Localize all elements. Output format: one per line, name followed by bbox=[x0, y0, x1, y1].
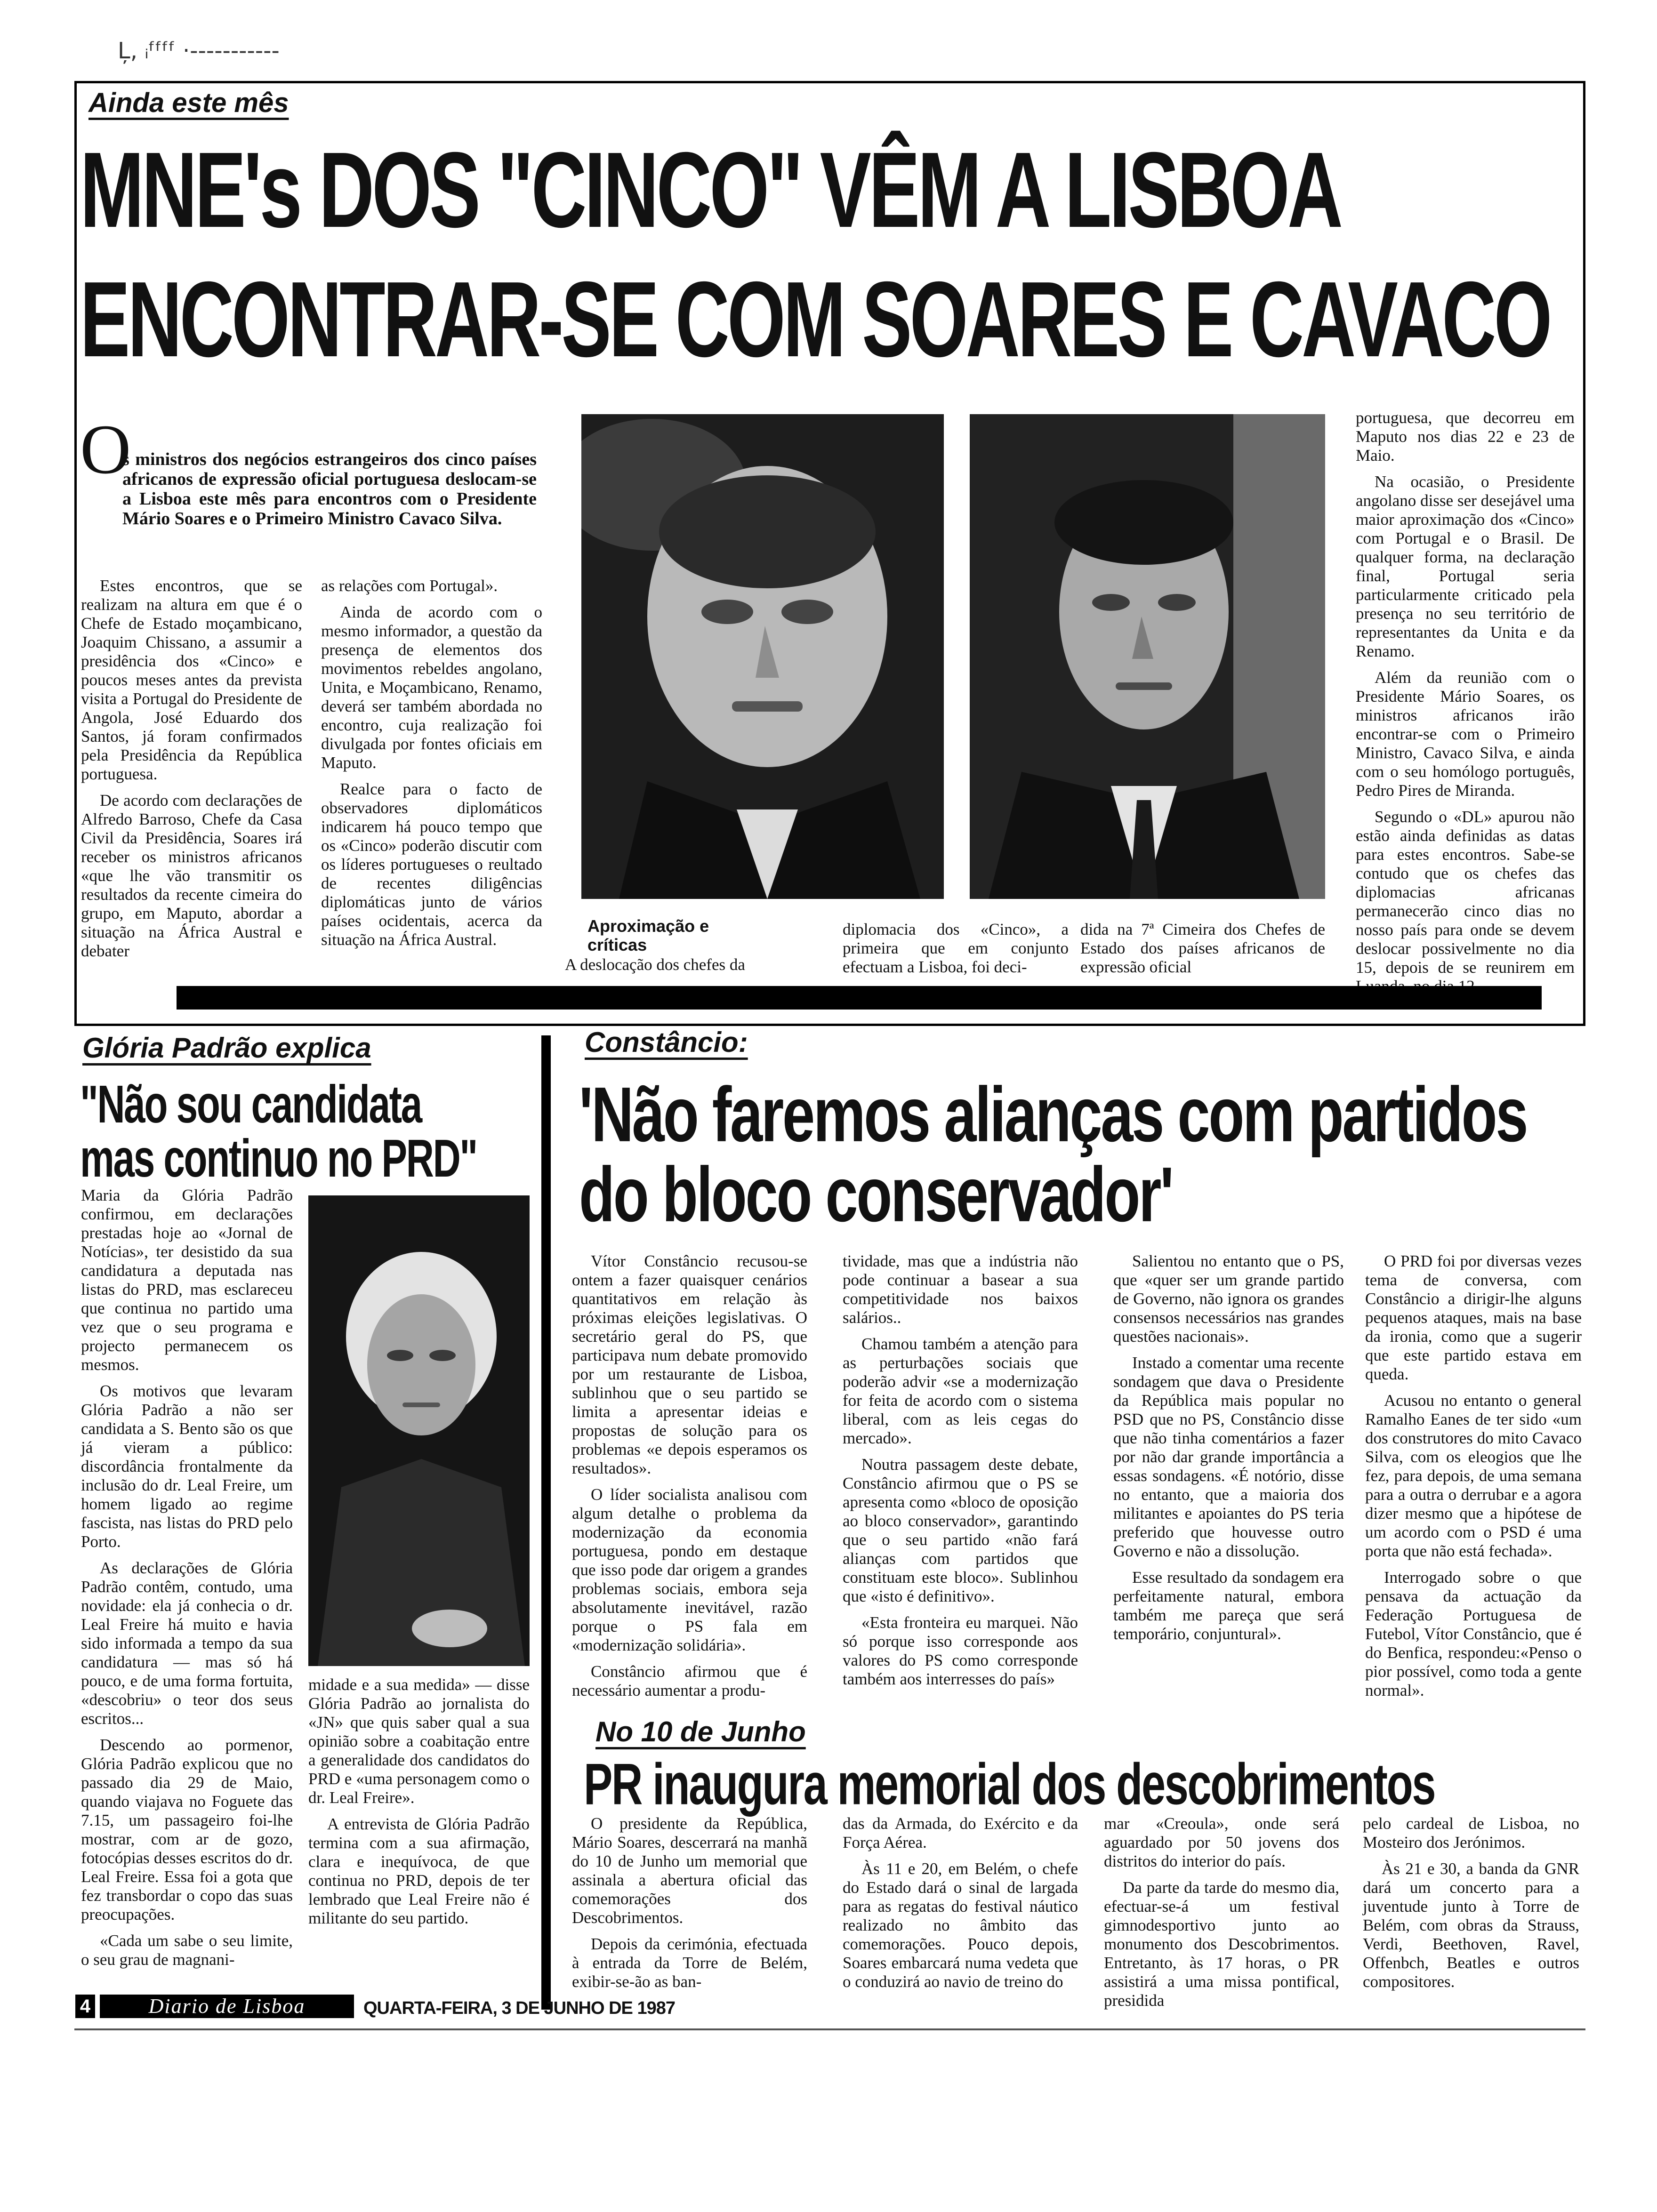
article3-headline-line2: do bloco conservador' bbox=[579, 1151, 1173, 1238]
article3-headline-line1: 'Não faremos alianças com partidos bbox=[579, 1071, 1527, 1158]
paragraph: «Esta fronteira eu marquei. Não só porque isso corresponde aos valores do PS como corresponde também aos interresses do país» bbox=[843, 1613, 1078, 1688]
paragraph: A deslocação dos chefes da bbox=[565, 955, 745, 974]
article1-caption-col-3 bbox=[1080, 920, 1325, 984]
paragraph: De acordo com declarações de Alfredo Barroso, Chefe da Casa Civil da Presidência, Soares irá receber os ministros africanos «que lhe vão transmitir os resultados da recente cimeira do grupo, em Maputo, abordar a situação na África Austral e debater bbox=[81, 791, 302, 960]
article2-headline-line2: mas continuo no PRD" bbox=[80, 1129, 477, 1188]
paragraph: pelo cardeal de Lisboa, no Mosteiro dos Jerónimos. bbox=[1363, 1814, 1579, 1851]
paragraph: Noutra passagem deste debate, Constâncio afirmou que o PS se apresenta como «bloco de oposição ao bloco conservador», garantindo que o seu partido «não fará alianças com partidos que constituam este bloco». Sublinhou que «isto é definitivo». bbox=[843, 1455, 1078, 1605]
photo-cavaco-silva bbox=[970, 414, 1325, 899]
portrait-illustration bbox=[970, 414, 1325, 899]
paragraph: Às 11 e 20, em Belém, o chefe do Estado dará o sinal de largada para as regatas do festival náutico realizado no âmbito das comemorações. Pouco depois, Soares embarcará numa vedeta que o conduzirá ao navio de treino do bbox=[843, 1859, 1078, 1991]
footer-masthead: Diario de Lisboa bbox=[100, 1995, 354, 2018]
paragraph: Da parte da tarde do mesmo dia, efectuar-se-á um festival gimnodesportivo junto ao monumento dos Descobrimentos. Entretanto, às 17 horas, o PR assistirá a uma missa pontifical, presidida bbox=[1104, 1878, 1339, 2010]
paragraph: Depois da cerimónia, efectuada à entrada da Torre de Belém, exibir-se-ão as ban- bbox=[572, 1935, 807, 1991]
paragraph: Acusou no entanto o general Ramalho Eanes de ter sido «um dos construtores do mito Cavaco Silva, com os eleogios que lhe fez, para depois, de uma semana para a outra o derrubar e a agora dizer mesmo que a hipótese de um acordo com o PSD é uma porta que não está fechada». bbox=[1365, 1391, 1582, 1560]
paragraph: A entrevista de Glória Padrão termina com a sua afirmação, clara e inequívoca, de que continua no PRD, depois de ter lembrado que Leal Freire não é militante do seu partido. bbox=[308, 1815, 530, 1927]
article2-column-2 bbox=[308, 1675, 530, 1935]
section-divider-bar bbox=[177, 986, 1542, 1010]
paragraph: Às 21 e 30, a banda da GNR dará um concerto para a juventude junto à Torre de Belém, com obras da Strauss, Verdi, Beethoven, Ravel, Offenbch, Beatles e outros compositores. bbox=[1363, 1859, 1579, 1991]
photo-mario-soares bbox=[581, 414, 944, 899]
article4-kicker: No 10 de Junho bbox=[595, 1716, 806, 1747]
paragraph: mar «Creoula», onde será aguardado por 50 jovens dos distritos do interior do país. bbox=[1104, 1814, 1339, 1870]
article1-column-2 bbox=[321, 577, 542, 957]
paragraph: Vítor Constâncio recusou-se ontem a fazer quaisquer cenários quantitativos em relação às próximas eleições legislativas. O secretário geral do PS, que participava num debate promovido por um restaurante de Lisboa, sublinhou que o seu partido se limita a apresentar ideias e propostas de solução para os problemas «e depois esperamos os resultados». bbox=[572, 1252, 807, 1477]
column-divider bbox=[541, 1035, 551, 2010]
footer-rule bbox=[74, 2028, 1585, 2030]
paragraph: Constâncio afirmou que é necessário aumentar a produ- bbox=[572, 1662, 807, 1699]
paragraph: Descendo ao pormenor, Glória Padrão explicou que no passado dia 29 de Maio, quando viajava no Foguete das 7.15, um passageiro foi-lhe mostrar, com ar de gozo, fotocópias desses escritos do dr. Leal Freire. Essa foi a gota que fez transbordar o copo das suas preocupações. bbox=[81, 1736, 293, 1923]
paragraph: Maria da Glória Padrão confirmou, em declarações prestadas hoje ao «Jornal de Notícias», ter desistido da sua candidatura a deputada nas listas do PRD, mas esclareceu que continua no partido uma vez que o seu programa e projecto permanecem os mesmos. bbox=[81, 1186, 293, 1374]
article4-column-1 bbox=[572, 1814, 807, 1999]
paragraph: Realce para o facto de observadores diplomáticos indicarem há pouco tempo que os «Cinco» poderão discutir com os líderes portugueses o reultado de recentes diligências diplomáticas junto de vários países ocidentais, acerca da situação na África Austral. bbox=[321, 780, 542, 949]
article1-headline-line1: MNE's DOS "CINCO" VÊM A LISBOA bbox=[80, 130, 1341, 250]
article3-kicker: Constâncio: bbox=[585, 1026, 748, 1058]
paragraph: As declarações de Glória Padrão contêm, contudo, uma novidade: ela já conhecia o dr. Leal Freire há muito e havia sido informada a tempo da sua candidatura — mas só há pouco, e de uma forma fortuita, «descobriu» o teor dos seus escritos... bbox=[81, 1559, 293, 1728]
article3-column-1 bbox=[572, 1252, 807, 1707]
paragraph: Estes encontros, que se realizam na altura em que é o Chefe de Estado moçambicano, Joaquim Chissano, a assumir a presidência dos «Cinco» e poucos meses antes da prevista visita a Portugal do Presidente de Angola, José Eduardo dos Santos, já foram confirmados pela Presidência da República portuguesa. bbox=[81, 577, 302, 783]
paragraph: tividade, mas que a indústria não pode continuar a basear a sua competitividade nos baixos salários.. bbox=[843, 1252, 1078, 1327]
footer-page-number: 4 bbox=[75, 1995, 95, 2018]
article1-drop-cap: O bbox=[80, 410, 131, 489]
paragraph: O presidente da República, Mário Soares, descerrará na manhã do 10 de Junho um memorial que assinala a abertura oficial das comemorações dos Descobrimentos. bbox=[572, 1814, 807, 1927]
paragraph: diplomacia dos «Cinco», a primeira que em conjunto efectuam a Lisboa, foi deci- bbox=[843, 920, 1069, 976]
paragraph: Os motivos que levaram Glória Padrão a não ser candidata a S. Bento são os que já vieram a público: discordância frontalmente da inclusão do dr. Leal Freire, um homem ligado ao regime fascista, nas listas do PRD pelo Porto. bbox=[81, 1382, 293, 1551]
article1-headline-line2: ENCONTRAR-SE COM SOARES E CAVACO bbox=[80, 259, 1550, 380]
paragraph: as relações com Portugal». bbox=[321, 577, 498, 595]
article2-headline-line1: "Não sou candidata bbox=[80, 1074, 421, 1134]
article1-caption-col-2 bbox=[843, 920, 1069, 984]
article1-lead: s ministros dos negócios estrangeiros dos cinco países africanos de expressão oficial portuguesa deslocam-se a Lisboa este mês para encontros com o Presidente Mário Soares e o Primeiro Ministro Cavaco Silva. bbox=[122, 449, 537, 529]
paragraph: Na ocasião, o Presidente angolano disse ser desejável uma maior aproximação dos «Cinco» com Portugal e o Brasil. De qualquer forma, na declaração final, Portugal seria particularmente criticado pela presença no seu território de representantes da Unita e da Renamo. bbox=[1356, 473, 1575, 660]
article2-kicker: Glória Padrão explica bbox=[82, 1032, 371, 1064]
article2-column-1 bbox=[81, 1186, 293, 1977]
article1-kicker: Ainda este mês bbox=[88, 88, 289, 118]
paragraph: Interrogado sobre o que pensava da actuação da Federação Portuguesa de Futebol, Vítor Constâncio, que é do Benfica, respondeu:«Penso o pior possível, como toda a gente normal». bbox=[1365, 1568, 1582, 1699]
article1-column-1 bbox=[81, 577, 302, 968]
paragraph: Instado a comentar uma recente sondagem que dava o Presidente da República mais popular no PSD que no PS, Constâncio disse que não tinha comentários a fazer por não dar grande importância a essas sondagens. «É notório, disse no entanto, que a maioria dos militantes e apoiantes do PS teria preferido que houvesse outro Governo e não a dissolução. bbox=[1113, 1354, 1344, 1560]
paragraph: midade e a sua medida» — disse Glória Padrão ao jornalista do «JN» que quis saber qual a sua opinião sobre a coabitação entre a generalidade dos candidatos do PRD e «uma personagem como o dr. Leal Freire». bbox=[308, 1675, 530, 1807]
article4-column-3 bbox=[1104, 1814, 1339, 2018]
paragraph: «Cada um sabe o seu limite, o seu grau de magnani- bbox=[81, 1931, 293, 1969]
article3-column-4 bbox=[1365, 1252, 1582, 1707]
photo-gloria-padrao bbox=[308, 1195, 530, 1666]
article4-column-4 bbox=[1363, 1814, 1579, 1999]
article1-caption-col-1 bbox=[565, 955, 814, 982]
paragraph: Esse resultado da sondagem era perfeitamente natural, embora também me pareça que será temporário, conjuntural». bbox=[1113, 1568, 1344, 1643]
paragraph: O líder socialista analisou com algum detalhe o problema da modernização da economia portuguesa, pondo em destaque que isso pode dar origem a grandes problemas sociais, embora seja absolutamente inevitável, razão porque o PS fala em «modernização solidária». bbox=[572, 1485, 807, 1654]
portrait-illustration bbox=[581, 414, 944, 899]
paragraph: Segundo o «DL» apurou não estão ainda definidas as datas para estes encontros. Sabe-se contudo que os chefes das diplomacias africanas permanecerão cinco dias no nosso país para onde se devem deslocar possivelmente no dia 15, depois de se reunirem em bbox=[1356, 808, 1575, 977]
portrait-illustration bbox=[308, 1195, 530, 1666]
article1-column-5 bbox=[1356, 409, 1575, 1003]
article4-headline: PR inaugura memorial dos descobrimentos bbox=[584, 1752, 1435, 1817]
article3-column-2 bbox=[843, 1252, 1078, 1696]
paragraph: O PRD foi por diversas vezes tema de conversa, com Constâncio a dirigir-lhe alguns pequenos ataques, mais na base da ironia, como que a sugerir que este partido estava em queda. bbox=[1365, 1252, 1582, 1383]
article1-subhead: Aproximação e críticas bbox=[587, 916, 709, 954]
paragraph: Além da reunião com o Presidente Mário Soares, os ministros africanos irão encontrar-se com o Primeiro Ministro, Cavaco Silva, e ainda com o seu homólogo português, Pedro Pires de Miranda. bbox=[1356, 668, 1575, 800]
paragraph: das da Armada, do Exército e da Força Aérea. bbox=[843, 1814, 1078, 1851]
paragraph: dida na 7ª Cimeira dos Chefes de Estado dos países africanos de expressão oficial bbox=[1080, 920, 1325, 976]
paragraph: Chamou também a atenção para as perturbações sociais que poderão advir «se a modernização for feita de acordo com o sistema liberal, com as leis cegas do mercado». bbox=[843, 1335, 1078, 1447]
paragraph: portuguesa, que decorreu em Maputo nos dias 22 e 23 de Maio. bbox=[1356, 409, 1575, 465]
paragraph: Salientou no entanto que o PS, que «quer ser um grande partido de Governo, não ignora os grandes consensos necessários nas grandes questões nacionais». bbox=[1113, 1252, 1344, 1346]
scan-marks: Ļ, ᵢᶠᶠᶠᶠ ·----------- bbox=[118, 38, 280, 64]
footer-date: QUARTA-FEIRA, 3 DE JUNHO DE 1987 bbox=[363, 1998, 675, 2018]
article4-column-2 bbox=[843, 1814, 1078, 1999]
article3-column-3 bbox=[1113, 1252, 1344, 1651]
paragraph: Ainda de acordo com o mesmo informador, a questão da presença de elementos dos movimentos rebeldes angolano, Unita, e Moçambicano, Renamo, deverá ser também abordada no encontro, cuja realização foi divulgada por fontes oficiais em Maputo. bbox=[321, 603, 542, 772]
